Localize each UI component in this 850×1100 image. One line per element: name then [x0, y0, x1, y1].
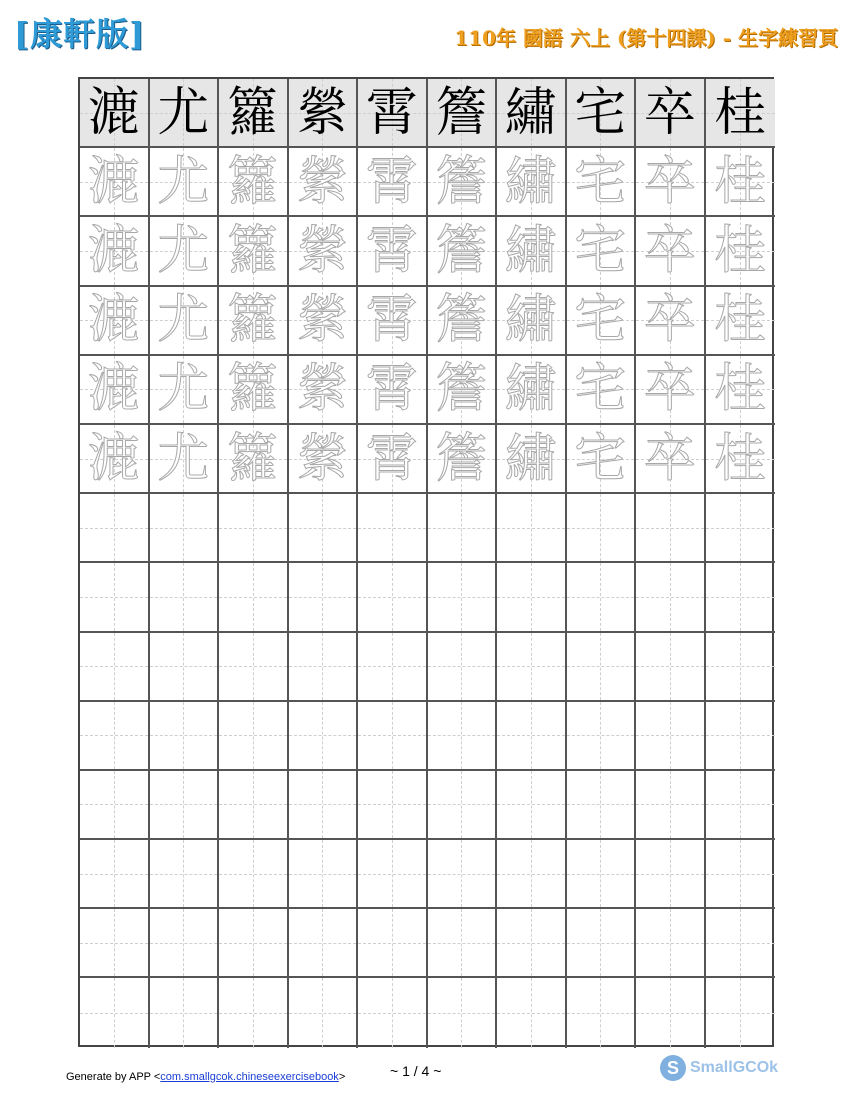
empty-practice-cell[interactable] — [358, 909, 428, 978]
empty-practice-cell[interactable] — [497, 771, 567, 840]
trace-character: 尤 — [157, 220, 210, 281]
empty-practice-cell[interactable] — [150, 840, 220, 909]
empty-practice-cell[interactable] — [219, 909, 289, 978]
empty-practice-cell[interactable] — [358, 978, 428, 1047]
trace-character: 霄 — [365, 151, 418, 212]
generated-by-note — [66, 1071, 345, 1083]
trace-character: 霄 — [365, 220, 418, 281]
trace-character: 卒 — [643, 359, 696, 420]
trace-character: 繡 — [504, 151, 557, 212]
logo-text: SmallGCOk — [690, 1059, 779, 1076]
trace-character-cell — [289, 356, 359, 425]
empty-practice-cell[interactable] — [358, 702, 428, 771]
empty-practice-cell[interactable] — [219, 771, 289, 840]
empty-practice-cell[interactable] — [706, 771, 776, 840]
trace-character-cell — [80, 287, 150, 356]
trace-character-cell — [706, 217, 776, 286]
empty-practice-cell[interactable] — [567, 563, 637, 632]
trace-character: 卒 — [643, 220, 696, 281]
trace-character: 籮 — [226, 290, 279, 351]
trace-character: 宅 — [574, 290, 627, 351]
model-character-cell — [428, 79, 498, 148]
empty-practice-cell[interactable] — [219, 840, 289, 909]
empty-practice-cell[interactable] — [706, 494, 776, 563]
model-character-cell — [358, 79, 428, 148]
trace-character: 籮 — [226, 359, 279, 420]
empty-practice-cell[interactable] — [150, 702, 220, 771]
trace-character: 霄 — [365, 290, 418, 351]
trace-character-cell — [219, 148, 289, 217]
trace-character-cell — [150, 287, 220, 356]
empty-practice-cell[interactable] — [428, 494, 498, 563]
empty-practice-cell[interactable] — [219, 978, 289, 1047]
trace-character: 漉 — [87, 290, 140, 351]
trace-character: 尤 — [157, 359, 210, 420]
trace-character-cell — [219, 287, 289, 356]
empty-practice-cell[interactable] — [636, 978, 706, 1047]
trace-character-cell — [497, 217, 567, 286]
trace-character-cell — [567, 425, 637, 494]
trace-character: 漉 — [87, 151, 140, 212]
empty-practice-cell[interactable] — [706, 978, 776, 1047]
trace-character: 尤 — [157, 428, 210, 489]
empty-practice-cell[interactable] — [80, 563, 150, 632]
app-link[interactable]: com.smallgcok.chineseexercisebook — [160, 1071, 339, 1083]
trace-character-cell — [358, 287, 428, 356]
model-character: 簷 — [435, 82, 488, 143]
empty-practice-cell[interactable] — [358, 771, 428, 840]
trace-character: 簷 — [435, 359, 488, 420]
trace-character-cell — [150, 425, 220, 494]
trace-character: 縈 — [296, 220, 349, 281]
trace-character: 繡 — [504, 359, 557, 420]
trace-character: 繡 — [504, 428, 557, 489]
trace-character-cell — [636, 148, 706, 217]
empty-practice-cell[interactable] — [219, 633, 289, 702]
model-character-cell — [497, 79, 567, 148]
empty-practice-cell[interactable] — [80, 771, 150, 840]
model-character: 縈 — [296, 82, 349, 143]
trace-character: 漉 — [87, 428, 140, 489]
trace-character: 宅 — [574, 428, 627, 489]
trace-character-cell — [706, 287, 776, 356]
trace-character: 宅 — [574, 151, 627, 212]
smallgcok-logo — [660, 1055, 778, 1081]
trace-character-cell — [150, 217, 220, 286]
trace-character-cell — [428, 287, 498, 356]
empty-practice-cell[interactable] — [567, 978, 637, 1047]
trace-character-cell — [428, 217, 498, 286]
empty-practice-cell[interactable] — [428, 840, 498, 909]
character-grid — [78, 77, 774, 1047]
trace-character: 縈 — [296, 151, 349, 212]
trace-character-cell — [497, 148, 567, 217]
trace-character: 霄 — [365, 359, 418, 420]
empty-practice-cell[interactable] — [150, 563, 220, 632]
empty-practice-cell[interactable] — [289, 909, 359, 978]
empty-practice-cell[interactable] — [289, 978, 359, 1047]
trace-character: 縈 — [296, 428, 349, 489]
trace-character: 桂 — [714, 290, 767, 351]
trace-character-cell — [358, 356, 428, 425]
model-character: 卒 — [643, 82, 696, 143]
trace-character: 桂 — [714, 359, 767, 420]
trace-character-cell — [150, 148, 220, 217]
empty-practice-cell[interactable] — [497, 909, 567, 978]
trace-character: 縈 — [296, 290, 349, 351]
page-indicator: ~ 1 / 4 ~ — [390, 1063, 442, 1079]
trace-character-cell — [636, 287, 706, 356]
trace-character-cell — [567, 287, 637, 356]
empty-practice-cell[interactable] — [80, 909, 150, 978]
empty-practice-cell[interactable] — [80, 978, 150, 1047]
trace-character: 尤 — [157, 151, 210, 212]
trace-character: 桂 — [714, 151, 767, 212]
trace-character-cell — [567, 217, 637, 286]
publisher-badge: [康軒版] — [14, 15, 146, 53]
trace-character-cell — [636, 217, 706, 286]
empty-practice-cell[interactable] — [706, 563, 776, 632]
trace-character: 宅 — [574, 220, 627, 281]
trace-character-cell — [497, 425, 567, 494]
trace-character-cell — [497, 287, 567, 356]
practice-sheet — [78, 77, 774, 1047]
trace-character: 籮 — [226, 151, 279, 212]
empty-practice-cell[interactable] — [428, 771, 498, 840]
trace-character: 卒 — [643, 428, 696, 489]
empty-practice-cell[interactable] — [289, 633, 359, 702]
trace-character-cell — [289, 217, 359, 286]
empty-practice-cell[interactable] — [567, 771, 637, 840]
empty-practice-cell[interactable] — [219, 563, 289, 632]
empty-practice-cell[interactable] — [636, 909, 706, 978]
trace-character: 簷 — [435, 290, 488, 351]
trace-character-cell — [289, 148, 359, 217]
trace-character-cell — [497, 356, 567, 425]
trace-character-cell — [80, 425, 150, 494]
empty-practice-cell[interactable] — [219, 702, 289, 771]
empty-practice-cell[interactable] — [497, 563, 567, 632]
trace-character: 繡 — [504, 290, 557, 351]
model-character: 桂 — [714, 82, 767, 143]
model-character-cell — [706, 79, 776, 148]
empty-practice-cell[interactable] — [706, 702, 776, 771]
empty-practice-cell[interactable] — [706, 909, 776, 978]
empty-practice-cell[interactable] — [289, 702, 359, 771]
empty-practice-cell[interactable] — [636, 840, 706, 909]
trace-character-cell — [428, 148, 498, 217]
trace-character: 霄 — [365, 428, 418, 489]
empty-practice-cell[interactable] — [567, 909, 637, 978]
empty-practice-cell[interactable] — [80, 633, 150, 702]
trace-character-cell — [706, 425, 776, 494]
empty-practice-cell[interactable] — [289, 840, 359, 909]
trace-character: 籮 — [226, 428, 279, 489]
trace-character: 漉 — [87, 220, 140, 281]
trace-character: 簷 — [435, 151, 488, 212]
empty-practice-cell[interactable] — [428, 978, 498, 1047]
model-character: 尤 — [157, 82, 210, 143]
trace-character: 漉 — [87, 359, 140, 420]
empty-practice-cell[interactable] — [150, 909, 220, 978]
empty-practice-cell[interactable] — [497, 840, 567, 909]
generated-suffix: > — [338, 1071, 346, 1083]
empty-practice-cell[interactable] — [80, 702, 150, 771]
empty-practice-cell[interactable] — [150, 494, 220, 563]
trace-character: 卒 — [643, 290, 696, 351]
trace-character: 縈 — [296, 359, 349, 420]
trace-character-cell — [150, 356, 220, 425]
trace-character: 宅 — [574, 359, 627, 420]
model-character-cell — [567, 79, 637, 148]
trace-character-cell — [428, 425, 498, 494]
empty-practice-cell[interactable] — [567, 633, 637, 702]
model-character-cell — [219, 79, 289, 148]
empty-practice-cell[interactable] — [80, 840, 150, 909]
model-character: 漉 — [87, 82, 140, 143]
empty-practice-cell[interactable] — [150, 771, 220, 840]
trace-character-cell — [567, 148, 637, 217]
generated-prefix: Generate by APP < — [66, 1071, 161, 1083]
model-character-cell — [636, 79, 706, 148]
trace-character: 簷 — [435, 428, 488, 489]
empty-practice-cell[interactable] — [428, 563, 498, 632]
worksheet-title: 110年 國語 六上 (第十四課) - 生字練習頁 — [454, 26, 838, 50]
model-character: 繡 — [504, 82, 557, 143]
trace-character-cell — [289, 425, 359, 494]
empty-practice-cell[interactable] — [636, 633, 706, 702]
model-character-cell — [80, 79, 150, 148]
empty-practice-cell[interactable] — [636, 771, 706, 840]
trace-character-cell — [428, 356, 498, 425]
empty-practice-cell[interactable] — [636, 563, 706, 632]
empty-practice-cell[interactable] — [150, 978, 220, 1047]
trace-character: 簷 — [435, 220, 488, 281]
empty-practice-cell[interactable] — [289, 494, 359, 563]
model-character-cell — [289, 79, 359, 148]
empty-practice-cell[interactable] — [706, 840, 776, 909]
trace-character-cell — [80, 217, 150, 286]
empty-practice-cell[interactable] — [636, 702, 706, 771]
trace-character-cell — [219, 217, 289, 286]
model-character: 籮 — [226, 82, 279, 143]
trace-character-cell — [80, 148, 150, 217]
empty-practice-cell[interactable] — [289, 563, 359, 632]
empty-practice-cell[interactable] — [497, 494, 567, 563]
empty-practice-cell[interactable] — [358, 633, 428, 702]
trace-character-cell — [358, 425, 428, 494]
trace-character: 桂 — [714, 428, 767, 489]
empty-practice-cell[interactable] — [497, 633, 567, 702]
empty-practice-cell[interactable] — [219, 494, 289, 563]
empty-practice-cell[interactable] — [80, 494, 150, 563]
empty-practice-cell[interactable] — [497, 702, 567, 771]
empty-practice-cell[interactable] — [567, 840, 637, 909]
trace-character-cell — [358, 148, 428, 217]
empty-practice-cell[interactable] — [497, 978, 567, 1047]
trace-character-cell — [636, 425, 706, 494]
empty-practice-cell[interactable] — [636, 494, 706, 563]
trace-character-cell — [289, 287, 359, 356]
empty-practice-cell[interactable] — [567, 702, 637, 771]
empty-practice-cell[interactable] — [428, 909, 498, 978]
trace-character-cell — [219, 356, 289, 425]
empty-practice-cell[interactable] — [150, 633, 220, 702]
trace-character: 籮 — [226, 220, 279, 281]
empty-practice-cell[interactable] — [289, 771, 359, 840]
empty-practice-cell[interactable] — [706, 633, 776, 702]
empty-practice-cell[interactable] — [567, 494, 637, 563]
trace-character: 尤 — [157, 290, 210, 351]
trace-character: 桂 — [714, 220, 767, 281]
trace-character-cell — [358, 217, 428, 286]
model-character: 霄 — [365, 82, 418, 143]
empty-practice-cell[interactable] — [358, 494, 428, 563]
empty-practice-cell[interactable] — [358, 840, 428, 909]
trace-character-cell — [219, 425, 289, 494]
trace-character-cell — [706, 356, 776, 425]
empty-practice-cell[interactable] — [428, 702, 498, 771]
trace-character-cell — [706, 148, 776, 217]
empty-practice-cell[interactable] — [358, 563, 428, 632]
model-character: 宅 — [574, 82, 627, 143]
trace-character: 卒 — [643, 151, 696, 212]
logo-mark-icon: S — [660, 1055, 686, 1081]
trace-character-cell — [567, 356, 637, 425]
model-character-cell — [150, 79, 220, 148]
empty-practice-cell[interactable] — [428, 633, 498, 702]
trace-character-cell — [636, 356, 706, 425]
trace-character-cell — [80, 356, 150, 425]
trace-character: 繡 — [504, 220, 557, 281]
